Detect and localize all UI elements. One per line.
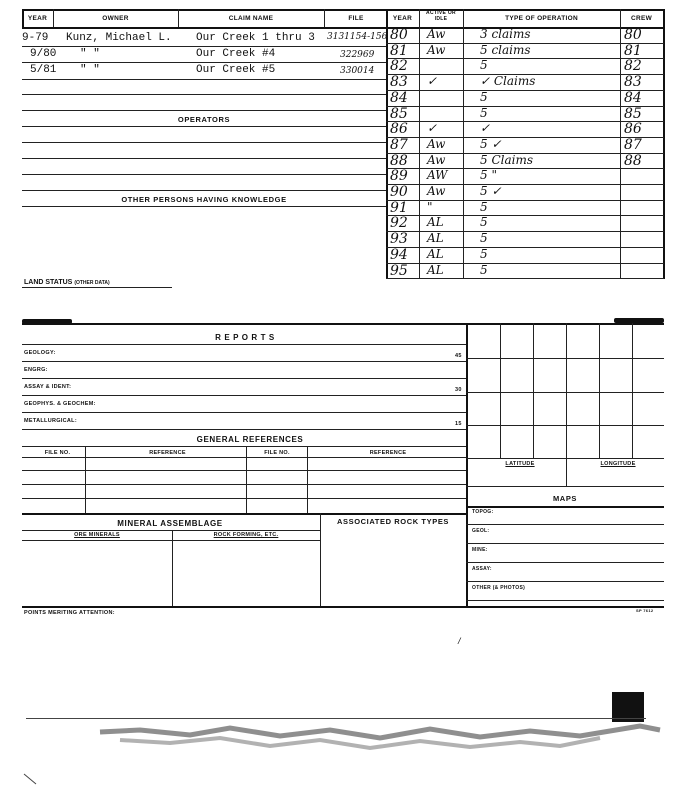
header-active-idle: ACTIVE OR IDLE bbox=[426, 10, 456, 22]
reports-heading: R E P O R T S bbox=[215, 333, 275, 342]
activity-crew: 82 bbox=[624, 58, 642, 74]
activity-year: 86 bbox=[390, 121, 408, 137]
general-references-heading: GENERAL REFERENCES bbox=[196, 435, 304, 444]
activity-operation: 5 ✓ bbox=[480, 184, 502, 198]
activity-operation: 5 bbox=[480, 58, 488, 72]
activity-status: Aw bbox=[427, 153, 446, 167]
claim-row-2-owner: " " bbox=[80, 48, 100, 60]
activity-operation: 5 claims bbox=[480, 43, 531, 57]
other-persons-heading: OTHER PERSONS HAVING KNOWLEDGE bbox=[121, 195, 287, 204]
claim-row-3-owner: " " bbox=[80, 64, 100, 76]
activity-year: 93 bbox=[390, 231, 408, 247]
activity-year: 82 bbox=[390, 58, 408, 74]
activity-status: Aw bbox=[427, 137, 446, 151]
activity-crew: 83 bbox=[624, 74, 642, 90]
activity-year: 84 bbox=[390, 90, 408, 106]
activity-operation: 5 ✓ bbox=[480, 137, 502, 151]
activity-year: 80 bbox=[390, 27, 408, 43]
activity-status: AL bbox=[427, 215, 444, 229]
report-code: 30 bbox=[455, 387, 462, 393]
activity-crew: 80 bbox=[624, 27, 642, 43]
latitude-label: LATITUDE bbox=[505, 461, 535, 467]
land-status-sub: (OTHER DATA) bbox=[74, 280, 110, 286]
activity-operation: 5 bbox=[480, 200, 488, 214]
map-row-label: GEOL: bbox=[472, 528, 490, 534]
ref-file-no-header: FILE NO. bbox=[44, 450, 71, 456]
claim-row-2-claim: Our Creek #4 bbox=[196, 48, 276, 60]
activity-status: AL bbox=[427, 263, 444, 277]
activity-year: 94 bbox=[390, 247, 408, 263]
header-claim-name: CLAIM NAME bbox=[228, 15, 274, 22]
activity-operation: ✓ Claims bbox=[480, 74, 536, 88]
ref-reference-header-2: REFERENCE bbox=[369, 450, 407, 456]
operators-heading: OPERATORS bbox=[177, 115, 231, 124]
claim-row-3-claim: Our Creek #5 bbox=[196, 64, 276, 76]
claim-row-3-year: 5/81 bbox=[30, 64, 57, 76]
form-number: SP 7612 bbox=[636, 608, 654, 613]
longitude-label: LONGITUDE bbox=[600, 461, 636, 467]
claim-row-1-claim: Our Creek 1 thru 3 bbox=[196, 32, 315, 44]
activity-status: ✓ bbox=[427, 74, 438, 88]
claim-row-1-year: 9-79 bbox=[22, 32, 49, 44]
activity-status: AW bbox=[427, 168, 448, 182]
land-status-label bbox=[24, 279, 110, 286]
map-row-label: TOPOG: bbox=[472, 509, 494, 515]
map-row-label: MINE: bbox=[472, 547, 488, 553]
activity-year: 92 bbox=[390, 215, 408, 231]
report-code: 45 bbox=[455, 353, 462, 359]
activity-status: Aw bbox=[427, 184, 446, 198]
claim-row-3-file: 330014 bbox=[340, 66, 375, 76]
ref-reference-header: REFERENCE bbox=[149, 450, 186, 456]
activity-operation: 5 Claims bbox=[480, 153, 533, 167]
activity-status: Aw bbox=[427, 43, 446, 57]
claim-row-1-owner: Kunz, Michael L. bbox=[66, 32, 172, 44]
scan-noise bbox=[0, 680, 678, 804]
scan-black-block bbox=[612, 692, 644, 722]
activity-crew: 86 bbox=[624, 121, 642, 137]
report-label: ASSAY & IDENT: bbox=[24, 384, 72, 390]
stray-mark: / bbox=[458, 636, 461, 646]
activity-year: 88 bbox=[390, 153, 408, 169]
activity-year: 85 bbox=[390, 106, 408, 122]
activity-year: 95 bbox=[390, 263, 408, 279]
activity-operation: 5 " bbox=[480, 168, 497, 182]
claim-row-1-file: 3131154-156 bbox=[327, 32, 388, 42]
activity-status: AL bbox=[427, 247, 444, 261]
report-label: METALLURGICAL: bbox=[24, 418, 77, 424]
activity-status: Aw bbox=[427, 27, 446, 41]
ore-minerals-header: ORE MINERALS bbox=[74, 532, 120, 538]
activity-operation: 5 bbox=[480, 106, 488, 120]
report-code: 15 bbox=[455, 421, 462, 427]
header-year-2: YEAR bbox=[392, 15, 413, 22]
activity-status: " bbox=[427, 200, 433, 214]
activity-year: 91 bbox=[390, 200, 408, 216]
header-crew: CREW bbox=[630, 15, 653, 22]
header-file: FILE bbox=[348, 15, 364, 22]
mineral-assemblage-heading: MINERAL ASSEMBLAGE bbox=[117, 519, 223, 528]
header-type-of-operation: TYPE OF OPERATION bbox=[505, 15, 578, 22]
activity-operation: 5 bbox=[480, 247, 488, 261]
map-row-label: ASSAY: bbox=[472, 566, 492, 572]
activity-crew: 85 bbox=[624, 106, 642, 122]
activity-status: AL bbox=[427, 231, 444, 245]
land-status-text: LAND STATUS bbox=[24, 279, 73, 286]
header-year: YEAR bbox=[27, 15, 48, 22]
activity-operation: 5 bbox=[480, 90, 488, 104]
activity-operation: 5 bbox=[480, 263, 488, 277]
map-row-label: OTHER (& PHOTOS) bbox=[472, 585, 526, 591]
activity-year: 89 bbox=[390, 168, 408, 184]
activity-crew: 81 bbox=[624, 43, 642, 59]
associated-rock-types: ASSOCIATED ROCK TYPES bbox=[336, 517, 450, 526]
report-label: ENGRG: bbox=[24, 367, 48, 373]
activity-operation: 3 claims bbox=[480, 27, 531, 41]
activity-year: 90 bbox=[390, 184, 408, 200]
points-meriting-attention: POINTS MERITING ATTENTION: bbox=[24, 610, 115, 616]
activity-crew: 84 bbox=[624, 90, 642, 106]
activity-year: 81 bbox=[390, 43, 408, 59]
activity-year: 87 bbox=[390, 137, 408, 153]
header-owner: OWNER bbox=[102, 15, 129, 22]
activity-operation: 5 bbox=[480, 231, 488, 245]
activity-status: ✓ bbox=[427, 121, 438, 135]
activity-operation: ✓ bbox=[480, 121, 491, 135]
activity-year: 83 bbox=[390, 74, 408, 90]
maps-heading: MAPS bbox=[552, 494, 578, 503]
activity-crew: 87 bbox=[624, 137, 642, 153]
activity-crew: 88 bbox=[624, 153, 642, 169]
report-label: GEOLOGY: bbox=[24, 350, 56, 356]
report-label: GEOPHYS. & GEOCHEM: bbox=[24, 401, 96, 407]
ref-file-no-header-2: FILE NO. bbox=[264, 450, 290, 456]
rock-forming-header: ROCK FORMING, ETC. bbox=[213, 532, 279, 538]
activity-operation: 5 bbox=[480, 215, 488, 229]
claim-row-2-year: 9/80 bbox=[30, 48, 57, 60]
claim-row-2-file: 322969 bbox=[340, 50, 375, 60]
